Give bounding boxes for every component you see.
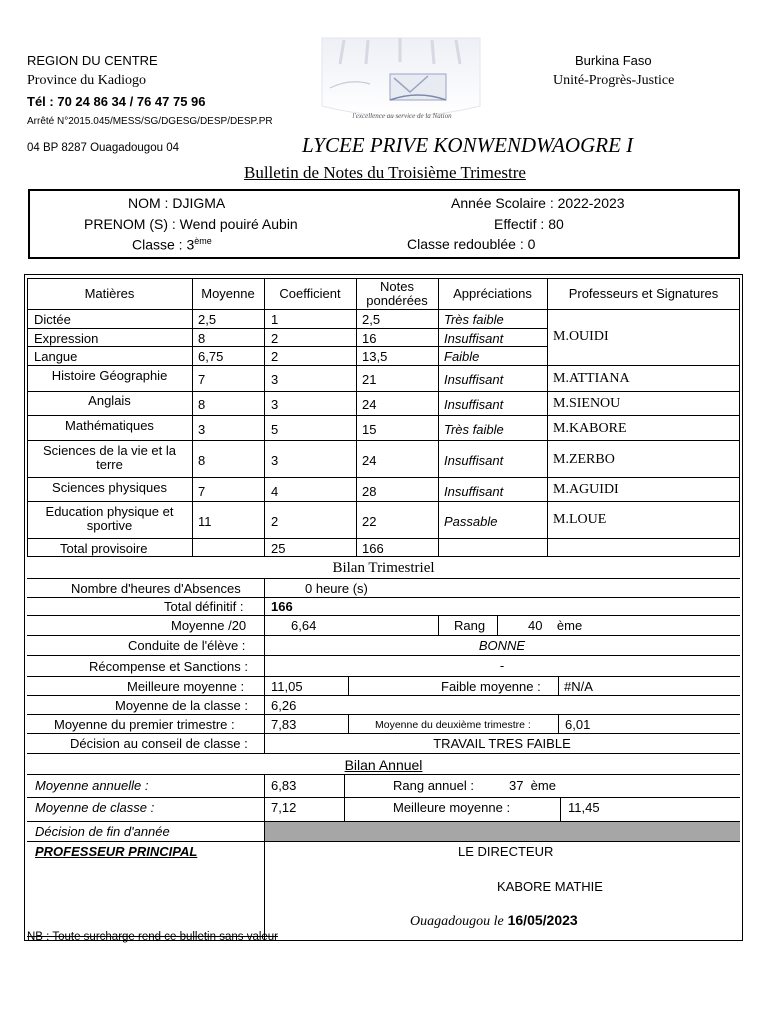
moyenne-label: Moyenne /20 (171, 618, 247, 633)
directeur-label: LE DIRECTEUR (458, 844, 554, 859)
school-logo (310, 34, 490, 130)
subject-weighted: 28 (362, 484, 377, 499)
school-name: LYCEE PRIVE KONWENDWAOGRE I (302, 133, 634, 157)
header-notes-ponderees: Notes pondérées (366, 279, 428, 308)
subject-average: 2,5 (198, 312, 217, 327)
total-provisoire-label: Total provisoire (60, 541, 148, 556)
directeur-name: KABORE MATHIE (497, 879, 603, 894)
subject-appreciation: Insuffisant (444, 397, 504, 412)
premier-trimestre-value: 7,83 (271, 717, 297, 732)
subject-average: 7 (198, 372, 206, 387)
subject-average: 6,75 (198, 349, 224, 364)
subject-name: Expression (34, 331, 99, 346)
student-class: Classe : 3ème (132, 236, 212, 253)
faible-moyenne-value: #N/A (564, 679, 593, 694)
region-label: REGION DU CENTRE (27, 53, 158, 68)
arrete: Arrêté N°2015.045/MESS/SG/DGESG/DESP/DESP.PR (27, 116, 273, 127)
rang-label: Rang (454, 618, 486, 633)
country: Burkina Faso (575, 53, 652, 68)
subject-average: 8 (198, 453, 206, 468)
moyenne-annuelle-label: Moyenne annuelle : (35, 778, 149, 793)
teacher-name: M.SIENOU (553, 396, 621, 411)
rang-annuel-value: 37 ème (509, 778, 556, 793)
decision-conseil-value: TRAVAIL TRES FAIBLE (433, 736, 571, 751)
total-coefficient: 25 (271, 541, 286, 556)
moyenne-de-classe-label: Moyenne de classe : (35, 800, 155, 815)
decision-fin-annee-label: Décision de fin d'année (35, 824, 170, 839)
subject-weighted: 15 (362, 422, 377, 437)
subject-appreciation: Insuffisant (444, 331, 504, 346)
student-firstname: PRENOM (S) : Wend pouiré Aubin (84, 216, 298, 232)
subject-coefficient: 5 (271, 422, 279, 437)
subject-coefficient: 4 (271, 484, 279, 499)
subject-name: Dictée (34, 312, 71, 327)
bilan-trimestriel-title: Bilan Trimestriel (332, 560, 435, 576)
bulletin-title: Bulletin de Notes du Troisième Trimestre (244, 163, 526, 182)
moyenne-classe-value: 6,26 (271, 698, 297, 713)
telephone: Tél : 70 24 86 34 / 76 47 75 96 (27, 94, 206, 109)
bilan-annuel-title: Bilan Annuel (344, 757, 423, 773)
conduite-label: Conduite de l'élève : (128, 638, 246, 653)
header-coefficient: Coefficient (279, 286, 341, 301)
premier-trimestre-label: Moyenne du premier trimestre : (54, 717, 235, 732)
recompense-label: Récompense et Sanctions : (89, 659, 248, 674)
header-appreciations: Appréciations (453, 286, 532, 301)
subject-coefficient: 3 (271, 453, 279, 468)
subject-coefficient: 2 (271, 514, 279, 529)
header-matieres: Matières (84, 286, 135, 301)
subject-name: Sciences physiques (52, 480, 167, 495)
subject-weighted: 24 (362, 453, 377, 468)
teacher-name: M.AGUIDI (553, 482, 619, 497)
moyenne-de-classe-value: 7,12 (271, 800, 297, 815)
absences-label: Nombre d'heures d'Absences (71, 581, 241, 596)
postal-address: 04 BP 8287 Ouagadougou 04 (27, 142, 179, 154)
teacher-name: M.ZERBO (553, 452, 615, 467)
subject-coefficient: 3 (271, 372, 279, 387)
subject-weighted: 2,5 (362, 312, 381, 327)
subject-average: 11 (198, 514, 212, 529)
recompense-value: - (499, 658, 505, 673)
header-professeurs: Professeurs et Signatures (568, 286, 719, 301)
subject-name: Anglais (88, 393, 131, 408)
deuxieme-trimestre-value: 6,01 (565, 717, 591, 732)
rang-value: 40 ème (528, 618, 583, 633)
subject-coefficient: 2 (271, 331, 279, 346)
subject-weighted: 13,5 (362, 349, 388, 364)
subject-coefficient: 3 (271, 397, 279, 412)
class-size: Effectif : 80 (494, 216, 564, 232)
professeur-principal-label: PROFESSEUR PRINCIPAL (35, 844, 198, 859)
moyenne-annuelle-value: 6,83 (271, 778, 297, 793)
meilleure-moyenne-label: Meilleure moyenne : (127, 679, 245, 694)
teacher-name: M.OUIDI (553, 329, 609, 344)
meilleure-moyenne-value: 11,05 (271, 679, 303, 694)
deuxieme-trimestre-label: Moyenne du deuxième trimestre : (375, 719, 531, 731)
repeated-class: Classe redoublée : 0 (407, 236, 536, 252)
place-date: Ouagadougou le 16/05/2023 (410, 912, 578, 929)
rang-annuel-label: Rang annuel : (393, 778, 474, 793)
school-year: Année Scolaire : 2022-2023 (451, 195, 625, 211)
absences-value: 0 heure (s) (305, 581, 368, 596)
subject-name: Mathématiques (65, 418, 154, 433)
meilleure-annuelle-value: 11,45 (568, 800, 600, 815)
subject-appreciation: Très faible (444, 312, 504, 327)
subject-weighted: 24 (362, 397, 377, 412)
subject-appreciation: Passable (444, 514, 498, 529)
moyenne-classe-label: Moyenne de la classe : (115, 698, 248, 713)
subject-weighted: 22 (362, 514, 377, 529)
motto: Unité-Progrès-Justice (553, 73, 675, 88)
subject-average: 8 (198, 331, 206, 346)
decision-conseil-label: Décision au conseil de classe : (70, 736, 248, 751)
total-definitif-value: 166 (271, 599, 293, 614)
logo-caption: l'excellence au service de la Nation (352, 112, 452, 120)
subject-average: 8 (198, 397, 206, 412)
subject-appreciation: Très faible (444, 422, 504, 437)
subject-name: Education physique et sportive (45, 504, 174, 533)
subject-average: 7 (198, 484, 206, 499)
header-moyenne: Moyenne (201, 286, 255, 301)
moyenne-value: 6,64 (291, 618, 317, 633)
subject-appreciation: Faible (444, 349, 480, 364)
teacher-name: M.ATTIANA (553, 371, 630, 386)
decision-fin-annee-field (265, 822, 740, 841)
subject-appreciation: Insuffisant (444, 372, 504, 387)
province-label: Province du Kadiogo (27, 73, 146, 88)
subject-average: 3 (198, 422, 206, 437)
subject-weighted: 16 (362, 331, 377, 346)
total-weighted: 166 (362, 541, 384, 556)
meilleure-annuelle-label: Meilleure moyenne : (393, 800, 511, 815)
faible-moyenne-label: Faible moyenne : (441, 679, 541, 694)
teacher-name: M.LOUE (553, 512, 607, 527)
teacher-name: M.KABORE (553, 421, 627, 436)
footnote: NB : Toute surcharge rend ce bulletin sans valeur (27, 931, 279, 943)
subject-appreciation: Insuffisant (444, 453, 504, 468)
total-definitif-label: Total définitif : (164, 599, 244, 614)
subject-name: Histoire Géographie (51, 368, 168, 383)
subject-weighted: 21 (362, 372, 377, 387)
subject-name: Langue (34, 349, 78, 364)
subject-coefficient: 1 (271, 312, 279, 327)
subject-coefficient: 2 (271, 349, 279, 364)
conduite-value: BONNE (478, 638, 526, 653)
subject-appreciation: Insuffisant (444, 484, 504, 499)
subject-name: Sciences de la vie et la terre (43, 443, 176, 472)
student-name: NOM : DJIGMA (128, 195, 226, 211)
